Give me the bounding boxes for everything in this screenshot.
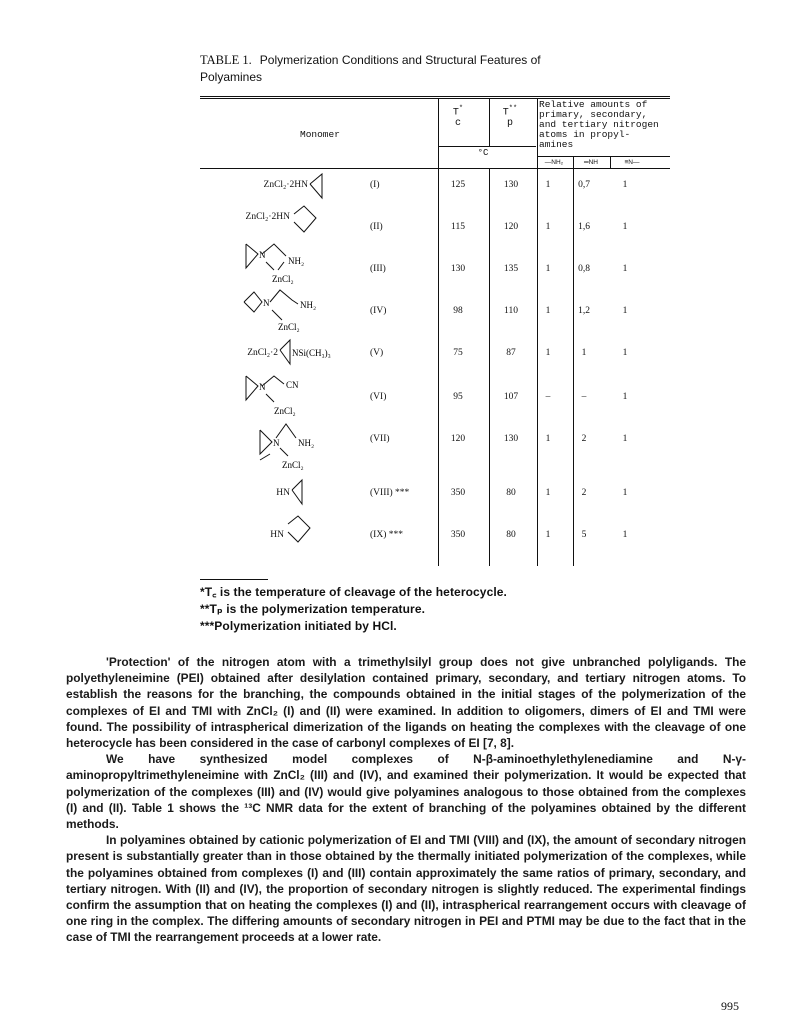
- primary-value: 1: [545, 222, 551, 232]
- secondary-value: 0,7: [578, 180, 590, 190]
- tertiary-value: 1: [622, 530, 628, 540]
- svg-text:NH₂: NH₂: [300, 300, 317, 310]
- table-title-line1: Polymerization Conditions and Structural Features of: [259, 53, 541, 67]
- tc-value: 130: [450, 264, 466, 274]
- monomer-label: ZnCl₂·2HN: [263, 180, 308, 190]
- aziridine-ring-structure: [290, 478, 310, 517]
- tc-value: 120: [450, 434, 466, 444]
- tc-value: 95: [453, 392, 463, 402]
- tc-value: 75: [453, 348, 463, 358]
- svg-text:N: N: [259, 250, 266, 260]
- table-row: [200, 348, 670, 362]
- azetidine-ring-structure: [286, 514, 316, 553]
- secondary-value: –: [581, 392, 587, 402]
- tp-value: 107: [503, 392, 519, 402]
- tc-value: 125: [450, 180, 466, 190]
- header-tc: T* c: [452, 105, 464, 130]
- tertiary-value: 1: [622, 180, 628, 190]
- primary-value: 1: [545, 434, 551, 444]
- monomer-label: HN: [276, 488, 290, 498]
- header-secondary: ═NH: [584, 159, 598, 166]
- monomer-row-label: [200, 212, 670, 226]
- header-monomer: Monomer: [300, 129, 340, 140]
- monomer-label: HN: [270, 530, 284, 540]
- svg-text:N: N: [273, 438, 280, 448]
- tp-value: 135: [503, 264, 519, 274]
- tertiary-value: 1: [622, 306, 628, 316]
- ligand-label: (VI): [370, 392, 387, 402]
- tp-value: 87: [506, 348, 516, 358]
- monomer-label: ZnCl₂·2HN: [245, 212, 290, 222]
- tp-value: 80: [506, 530, 516, 540]
- table-title-line2: Polyamines: [200, 70, 263, 84]
- primary-value: 1: [545, 264, 551, 274]
- header-relative-amounts: Relative amounts of primary, secondary, and tertiary nitrogen atoms in propyl- amines: [539, 99, 659, 150]
- paragraph: We have synthesized model complexes of N-β-aminoethylethylenediamine and N-γ-aminopropyltrimethyleneimine with ZnCl₂ (III) and (IV), and examined their polymerization. It would be expected that polymerization of the complexes (III) and (IV) would give polyamines analogous to those obtained from the complexes (I) and (II). Table 1 shows the ¹³C NMR data for the extent of branching of the polyamines obtained by the different methods.: [66, 752, 746, 832]
- ligand-label: (VIII) ***: [370, 488, 410, 498]
- svg-text:NH₂: NH₂: [298, 438, 315, 448]
- svg-text:ZnCl₂: ZnCl₂: [278, 322, 300, 332]
- svg-text:N: N: [263, 298, 270, 308]
- secondary-value: 1,6: [578, 222, 590, 232]
- secondary-value: 2: [581, 434, 587, 444]
- primary-value: 1: [545, 488, 551, 498]
- azetidine-ring-structure: [292, 204, 322, 243]
- svg-text:ZnCl₂: ZnCl₂: [274, 406, 296, 416]
- svg-text:NSi(CH₃)₃: NSi(CH₃)₃: [292, 348, 331, 358]
- ligand-label: (III): [370, 264, 386, 274]
- tc-value: 98: [453, 306, 463, 316]
- tc-value: 350: [450, 488, 466, 498]
- primary-value: 1: [545, 306, 551, 316]
- primary-value: 1: [545, 348, 551, 358]
- ligand-label: (IX) ***: [370, 530, 403, 540]
- header-unit: °C: [477, 148, 489, 158]
- tp-value: 80: [506, 488, 516, 498]
- tp-value: 130: [503, 180, 519, 190]
- tp-value: 130: [503, 434, 519, 444]
- tp-value: 120: [503, 222, 519, 232]
- svg-text:N: N: [259, 382, 266, 392]
- tc-value: 350: [450, 530, 466, 540]
- table-number: TABLE 1.: [200, 53, 252, 67]
- svg-text:ZnCl₂: ZnCl₂: [282, 460, 304, 470]
- table-caption: [200, 52, 541, 86]
- svg-text:NH₂: NH₂: [288, 256, 305, 266]
- tc-value: 115: [451, 222, 465, 232]
- table-row: [200, 180, 670, 194]
- table-row: [200, 488, 670, 502]
- footnote-tc: *T꜀ is the temperature of cleavage of the heterocycle.: [200, 585, 507, 599]
- header-primary: —NH₂: [544, 159, 564, 166]
- secondary-value: 1: [581, 348, 587, 358]
- header-tertiary: ≡N—: [624, 159, 640, 166]
- svg-text:CN: CN: [286, 380, 299, 390]
- ligand-label: (I): [370, 180, 380, 190]
- complex-vii-structure: [258, 420, 338, 479]
- primary-value: 1: [545, 180, 551, 190]
- tertiary-value: 1: [622, 222, 628, 232]
- paragraph: In polyamines obtained by cationic polymerization of EI and TMI (VIII) and (IX), the amount of secondary nitrogen present is substantially greater than in those obtained by the thermally initiated polymerization of the complexes, while the polyamines obtained from complexes (I) and (III) contain approximately the same ratios of primary, secondary, and tertiary nitrogen. With (II) and (IV), the proportion of secondary nitrogen is slightly reduced. The experimental findings confirm the assumption that on heating the complexes (I) and (II), intraspherical rearrangement occurs with cleavage of one ring in the complex. The differing amounts of secondary nitrogen in PEI and PTMI may be due to the fact that in the case of TMI the rearrangement proceeds at a lower rate.: [66, 833, 746, 945]
- tertiary-value: 1: [622, 488, 628, 498]
- primary-value: 1: [545, 530, 551, 540]
- tp-value: 110: [504, 306, 518, 316]
- svg-text:ZnCl₂: ZnCl₂: [272, 274, 294, 284]
- page-number: 995: [721, 999, 739, 1013]
- monomer-label: ZnCl₂·2: [247, 348, 278, 358]
- ligand-label: (II): [370, 222, 383, 232]
- table-row: [200, 530, 670, 544]
- secondary-value: 0,8: [578, 264, 590, 274]
- footnote-rule: [200, 579, 268, 580]
- silyl-aziridine-structure: [278, 338, 358, 377]
- tertiary-value: 1: [622, 264, 628, 274]
- tertiary-value: 1: [622, 392, 628, 402]
- polymerization-table: [200, 96, 670, 566]
- tertiary-value: 1: [622, 348, 628, 358]
- secondary-value: 2: [581, 488, 587, 498]
- complex-vi-structure: [244, 374, 324, 425]
- ligand-label: (IV): [370, 306, 387, 316]
- header-tp: T** p: [502, 105, 518, 130]
- footnote-hcl: ***Polymerization initiated by HCl.: [200, 619, 397, 633]
- body-text: [66, 654, 746, 946]
- complex-iv-structure: [242, 286, 332, 341]
- ligand-label: (V): [370, 348, 384, 358]
- paragraph: 'Protection' of the nitrogen atom with a trimethylsilyl group does not give unbranched polyligands. The polyethyleneimine (PEI) obtained after desilylation contained primary, secondary, and tertiary nitrogen atoms. To establish the reasons for the branching, the compounds obtained in the initial stages of the polymerization of the complexes of EI and TMI with ZnCl₂ (I) and (II) were examined. In addition to oligomers, dimers of EI and TMI were found. The possibility of intraspherical dimerization of the ligands on heating the complexes with the cleavage of one heterocycle has been considered in the case of carbonyl complexes of EI [7, 8].: [66, 655, 746, 751]
- footnote-tp: **Tₚ is the polymerization temperature.: [200, 602, 426, 616]
- primary-value: –: [545, 392, 551, 402]
- secondary-value: 5: [581, 530, 587, 540]
- tertiary-value: 1: [622, 434, 628, 444]
- ligand-label: (VII): [370, 434, 390, 444]
- secondary-value: 1,2: [578, 306, 590, 316]
